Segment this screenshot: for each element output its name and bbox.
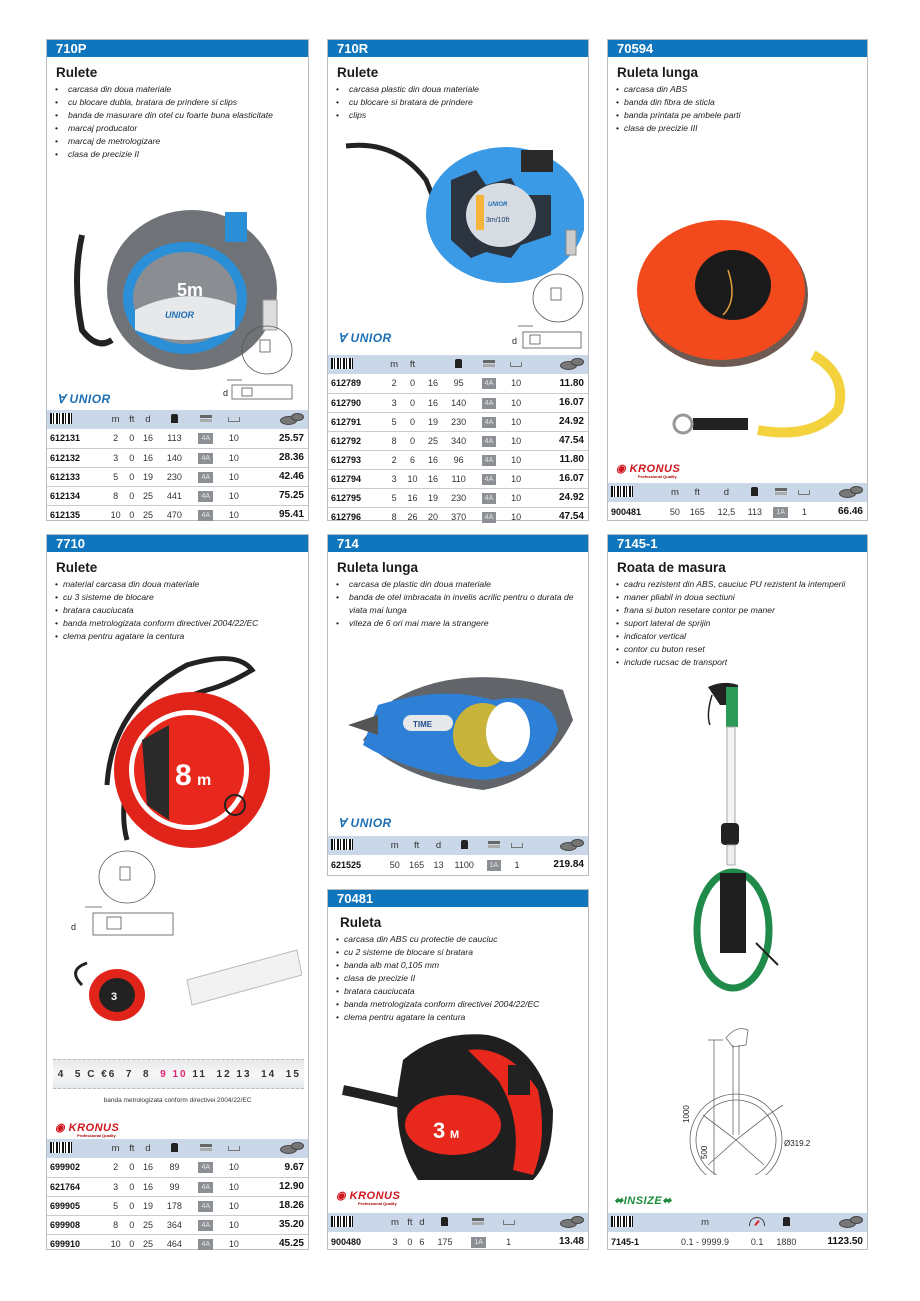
pack-badge: 4A: [198, 491, 213, 502]
barcode-icon: [611, 1216, 633, 1227]
packaging-icon: [488, 841, 500, 848]
svg-text:UNIOR: UNIOR: [488, 202, 508, 208]
svg-text:3: 3: [433, 1118, 446, 1143]
price-icon: [560, 358, 584, 369]
feature-list: [328, 80, 588, 122]
feature-item: • material carcasa din doua materiale: [55, 578, 308, 591]
feature-item: • banda din fibra de sticla: [616, 96, 867, 109]
col-ft: ft: [413, 840, 420, 851]
table-header: [328, 1213, 588, 1232]
packaging-icon: [472, 1218, 484, 1225]
feature-item: • clasa de precizie III: [616, 122, 867, 135]
col-ft: ft: [407, 1217, 413, 1228]
table-row: 621525 50 165 13 1100 1A 1 219.84: [331, 859, 584, 870]
feature-item: • bratara cauciucata: [336, 985, 588, 998]
gauge-icon: [749, 1217, 765, 1226]
table-row: 900481 50 165 12,5 113 1A 1 66.46: [611, 506, 863, 517]
table-header: [608, 483, 867, 502]
pack-badge: 4A: [482, 398, 497, 409]
svg-text:5m: 5m: [177, 280, 204, 300]
weight-icon: [441, 1217, 448, 1226]
feature-item: • carcasa din doua materiale: [55, 83, 308, 96]
long-tape-image: [343, 660, 578, 800]
product-title: Rulete: [56, 65, 98, 80]
feature-item: • contor cu buton reset: [616, 643, 867, 656]
tape-measure-image: [57, 190, 302, 400]
table-header: [328, 836, 588, 855]
brand-logo-insize: ⬌INSIZE⬌: [614, 1195, 672, 1207]
svg-text:3m/10ft: 3m/10ft: [486, 217, 510, 224]
col-d: [423, 355, 444, 374]
col-ft: ft: [409, 359, 416, 370]
price-icon: [560, 1216, 584, 1227]
tape-measure-image: [57, 645, 302, 1065]
svg-text:d: d: [223, 388, 229, 398]
feature-item: • marcaj de metrologizare: [55, 135, 308, 148]
brand-logo-kronus: ◉ KRONUS Professional Quality: [55, 1122, 120, 1138]
dimension-mid: 500: [700, 1145, 709, 1159]
feature-list: [608, 575, 867, 669]
feature-list: [47, 575, 308, 643]
feature-item: • cu 3 sisteme de blocare: [55, 591, 308, 604]
packaging-icon: [200, 415, 212, 422]
product-code-header: 710R: [328, 40, 588, 57]
spec-table: [608, 483, 867, 521]
feature-item: • banda alb mat 0,105 mm: [336, 959, 588, 972]
product-card-7145-1: [607, 534, 868, 1250]
barcode-icon: [50, 413, 72, 424]
col-m: m: [701, 1217, 709, 1228]
feature-item: • maner pliabil in doua sectiuni: [616, 591, 867, 604]
table-row: 612135 10 0 25 470 4A 10 95.41: [47, 505, 308, 524]
product-title: Ruleta lunga: [617, 65, 699, 80]
barcode-icon: [50, 1142, 72, 1153]
feature-item: • carcasa din ABS cu protectie de cauciuc: [336, 933, 588, 946]
product-card-710r: [327, 39, 589, 521]
table-header: [328, 355, 588, 374]
feature-list: [328, 575, 588, 630]
packaging-icon: [200, 1144, 212, 1151]
pack-badge: 4A: [198, 433, 213, 444]
spec-table: [47, 410, 308, 524]
packaging-icon: [775, 488, 787, 495]
product-title: Rulete: [56, 560, 98, 575]
svg-text:d: d: [71, 922, 77, 932]
feature-item: • carcasa din ABS: [616, 83, 867, 96]
feature-list: [328, 930, 588, 1024]
product-title: Ruleta: [340, 915, 382, 930]
tape-measure-image: [336, 140, 584, 350]
product-card-70481: [327, 889, 589, 1250]
feature-item: • clasa de precizie II: [336, 972, 588, 985]
pack-badge: 4A: [482, 436, 497, 447]
tape-scale-strip: 4 5 C €6 7 8 9 10 11 12 13 14 15: [53, 1059, 304, 1089]
svg-text:m: m: [197, 772, 212, 789]
ruler-icon: [510, 362, 522, 367]
product-code-header: 710P: [47, 40, 308, 57]
pack-badge: 1A: [487, 860, 502, 871]
table-row: 612133 5 0 19 230 4A 10 42.46: [47, 467, 308, 486]
col-m: m: [111, 414, 120, 425]
feature-item: • cu blocare si bratara de prindere: [336, 96, 588, 109]
brand-logo-kronus: ◉ KRONUS Professional Quality: [616, 463, 681, 479]
table-row: 699908 8 0 25 364 4A 10 35.20: [47, 1215, 308, 1234]
col-ft: ft: [129, 1143, 135, 1154]
weight-icon: [455, 359, 462, 368]
brand-logo-unior: Ɐ UNIOR: [338, 816, 392, 830]
feature-item: • marcaj producator: [55, 122, 308, 135]
spec-table: [47, 1139, 308, 1253]
barcode-icon: [611, 486, 633, 497]
price-icon: [839, 1216, 863, 1227]
svg-text:8: 8: [175, 759, 192, 792]
feature-item: • banda metrologizata conform directivei 2004/22/EC: [55, 617, 308, 630]
barcode-icon: [331, 358, 353, 369]
barcode-icon: [331, 1216, 353, 1227]
feature-item: • carcasa plastic din doua materiale: [336, 83, 588, 96]
table-row: 699910 10 0 25 464 4A 10 45.25: [47, 1234, 308, 1253]
feature-item: • banda printata pe ambele parti: [616, 109, 867, 122]
table-row: 612789 2 0 16 95 4A 10 11.80: [331, 377, 584, 389]
feature-item: • include rucsac de transport: [616, 656, 867, 669]
pack-badge: 4A: [198, 1162, 213, 1173]
feature-item: • banda de otel imbracata in invelis acrilic pentru o durata de viata mai lunga: [336, 591, 588, 617]
tape-caption: banda metrologizata conform directivei 2004/22/EC: [103, 1097, 252, 1104]
packaging-icon: [483, 360, 495, 367]
pack-badge: 1A: [471, 1237, 486, 1248]
brand-logo-unior: Ɐ UNIOR: [338, 331, 392, 345]
col-m: m: [390, 840, 399, 851]
svg-text:TIME: TIME: [413, 720, 433, 729]
feature-item: • banda de masurare din otel cu foarte buna elasticitate: [55, 109, 308, 122]
price-icon: [839, 486, 863, 497]
table-row: 699905 5 0 19 178 4A 10 18.26: [47, 1196, 308, 1215]
product-code-header: 7710: [47, 535, 308, 552]
table-row: 621764 3 0 16 99 4A 10 12.90: [47, 1177, 308, 1196]
table-row: 612132 3 0 16 140 4A 10 28.36: [47, 448, 308, 467]
pack-badge: 4A: [198, 453, 213, 464]
pack-badge: 4A: [198, 1182, 213, 1193]
product-title: Ruleta lunga: [337, 560, 419, 575]
svg-text:d: d: [512, 336, 518, 346]
weight-icon: [751, 487, 758, 496]
price-icon: [280, 1142, 304, 1153]
pack-badge: 4A: [482, 455, 497, 466]
ruler-icon: [228, 417, 240, 422]
col-d: d: [419, 1217, 425, 1228]
dimension-height: 1000: [682, 1105, 691, 1123]
svg-text:M: M: [450, 1129, 460, 1141]
brand-logo-kronus: ◉ KRONUS Professional Quality: [336, 1190, 401, 1206]
ruler-icon: [228, 1146, 240, 1151]
feature-item: • frana si buton resetare contor pe maner: [616, 604, 867, 617]
product-card-70594: [607, 39, 868, 521]
feature-item: • cu 2 sisteme de blocare si bratara: [336, 946, 588, 959]
pack-badge: 4A: [482, 493, 497, 504]
table-row: 699902 2 0 16 89 4A 10 9.67: [50, 1161, 304, 1173]
pack-badge: 4A: [198, 472, 213, 483]
barcode-icon: [331, 839, 353, 850]
table-row: 612794 3 10 16 110 4A 10 16.07: [328, 469, 588, 488]
weight-icon: [171, 414, 178, 423]
svg-text:3: 3: [111, 991, 118, 1003]
feature-item: • clema pentru agatare la centura: [336, 1011, 588, 1024]
measuring-wheel-image: [608, 675, 869, 1175]
col-ft: ft: [129, 414, 135, 425]
table-row: 612790 3 0 16 140 4A 10 16.07: [328, 393, 588, 412]
table-row: 612796 8 26 20 370 4A 10 47.54: [328, 507, 588, 526]
product-code-header: 714: [328, 535, 588, 552]
table-header: [47, 1139, 308, 1158]
svg-text:UNIOR: UNIOR: [165, 310, 194, 320]
product-card-710p: [46, 39, 309, 521]
col-ft: ft: [694, 487, 700, 498]
table-header: [47, 410, 308, 429]
price-icon: [280, 413, 304, 424]
feature-item: • suport lateral de sprijin: [616, 617, 867, 630]
brand-logo-unior: Ɐ UNIOR: [57, 392, 111, 406]
product-code-header: 70594: [608, 40, 867, 57]
col-d: d: [723, 487, 730, 498]
price-icon: [560, 839, 584, 850]
feature-item: • clasa de precizie II: [55, 148, 308, 161]
spec-table: [328, 355, 588, 526]
col-d: d: [145, 414, 151, 425]
table-row: 900480 3 0 6 175 1A 1 13.48: [331, 1236, 584, 1247]
col-m: m: [670, 487, 679, 498]
pack-badge: 4A: [198, 510, 213, 521]
product-title: Roata de masura: [617, 560, 726, 575]
table-row: 612792 8 0 25 340 4A 10 47.54: [328, 431, 588, 450]
table-row: 612134 8 0 25 441 4A 10 75.25: [47, 486, 308, 505]
table-row: 612791 5 0 19 230 4A 10 24.92: [328, 412, 588, 431]
ruler-icon: [511, 843, 523, 848]
feature-item: • clips: [336, 109, 588, 122]
product-card-714: [327, 534, 589, 876]
col-d: d: [435, 840, 442, 851]
feature-item: • clema pentru agatare la centura: [55, 630, 308, 643]
col-m: m: [390, 359, 399, 370]
feature-item: • viteza de 6 ori mai mare la strangere: [336, 617, 588, 630]
feature-item: • bratara cauciucata: [55, 604, 308, 617]
weight-icon: [461, 840, 468, 849]
product-title: Rulete: [337, 65, 379, 80]
pack-badge: 4A: [482, 378, 497, 389]
pack-badge: 4A: [482, 474, 497, 485]
col-m: m: [111, 1143, 120, 1154]
table-row: 612795 5 16 19 230 4A 10 24.92: [328, 488, 588, 507]
feature-list: [47, 80, 308, 161]
col-m: m: [391, 1217, 399, 1228]
tape-measure-image: [338, 1030, 583, 1185]
long-tape-image: [613, 190, 863, 450]
ruler-icon: [503, 1220, 515, 1225]
ruler-icon: [798, 490, 810, 495]
pack-badge: 4A: [198, 1220, 213, 1231]
spec-table: [608, 1213, 867, 1251]
pack-badge: 4A: [198, 1201, 213, 1212]
table-row: 7145-1 0.1 - 9999.9 0.1 1880 1123.50: [611, 1236, 863, 1247]
dimension-diameter: Ø319.2: [784, 1139, 811, 1148]
col-d: d: [145, 1143, 151, 1154]
pack-badge: 4A: [198, 1239, 213, 1250]
pack-badge: 4A: [482, 512, 497, 523]
spec-table: [328, 1213, 588, 1251]
feature-item: • cu blocare dubla, bratara de prindere si clips: [55, 96, 308, 109]
feature-item: • cadru rezistent din ABS, cauciuc PU rezistent la intemperii: [616, 578, 867, 591]
feature-item: • indicator vertical: [616, 630, 867, 643]
table-header: [608, 1213, 867, 1232]
weight-icon: [171, 1143, 178, 1152]
pack-badge: 4A: [482, 417, 497, 428]
table-row: 612793 2 6 16 96 4A 10 11.80: [328, 450, 588, 469]
table-row: 612131 2 0 16 113 4A 10 25.57: [50, 432, 304, 444]
weight-icon: [783, 1217, 790, 1226]
feature-list: [608, 80, 867, 135]
spec-table: [328, 836, 588, 874]
product-code-header: 70481: [328, 890, 588, 907]
product-card-7710: [46, 534, 309, 1250]
feature-item: • banda metrologizata conform directivei 2004/22/EC: [336, 998, 588, 1011]
feature-item: • carcasa de plastic din doua materiale: [336, 578, 588, 591]
pack-badge: 1A: [773, 507, 788, 518]
product-code-header: 7145-1: [608, 535, 867, 552]
